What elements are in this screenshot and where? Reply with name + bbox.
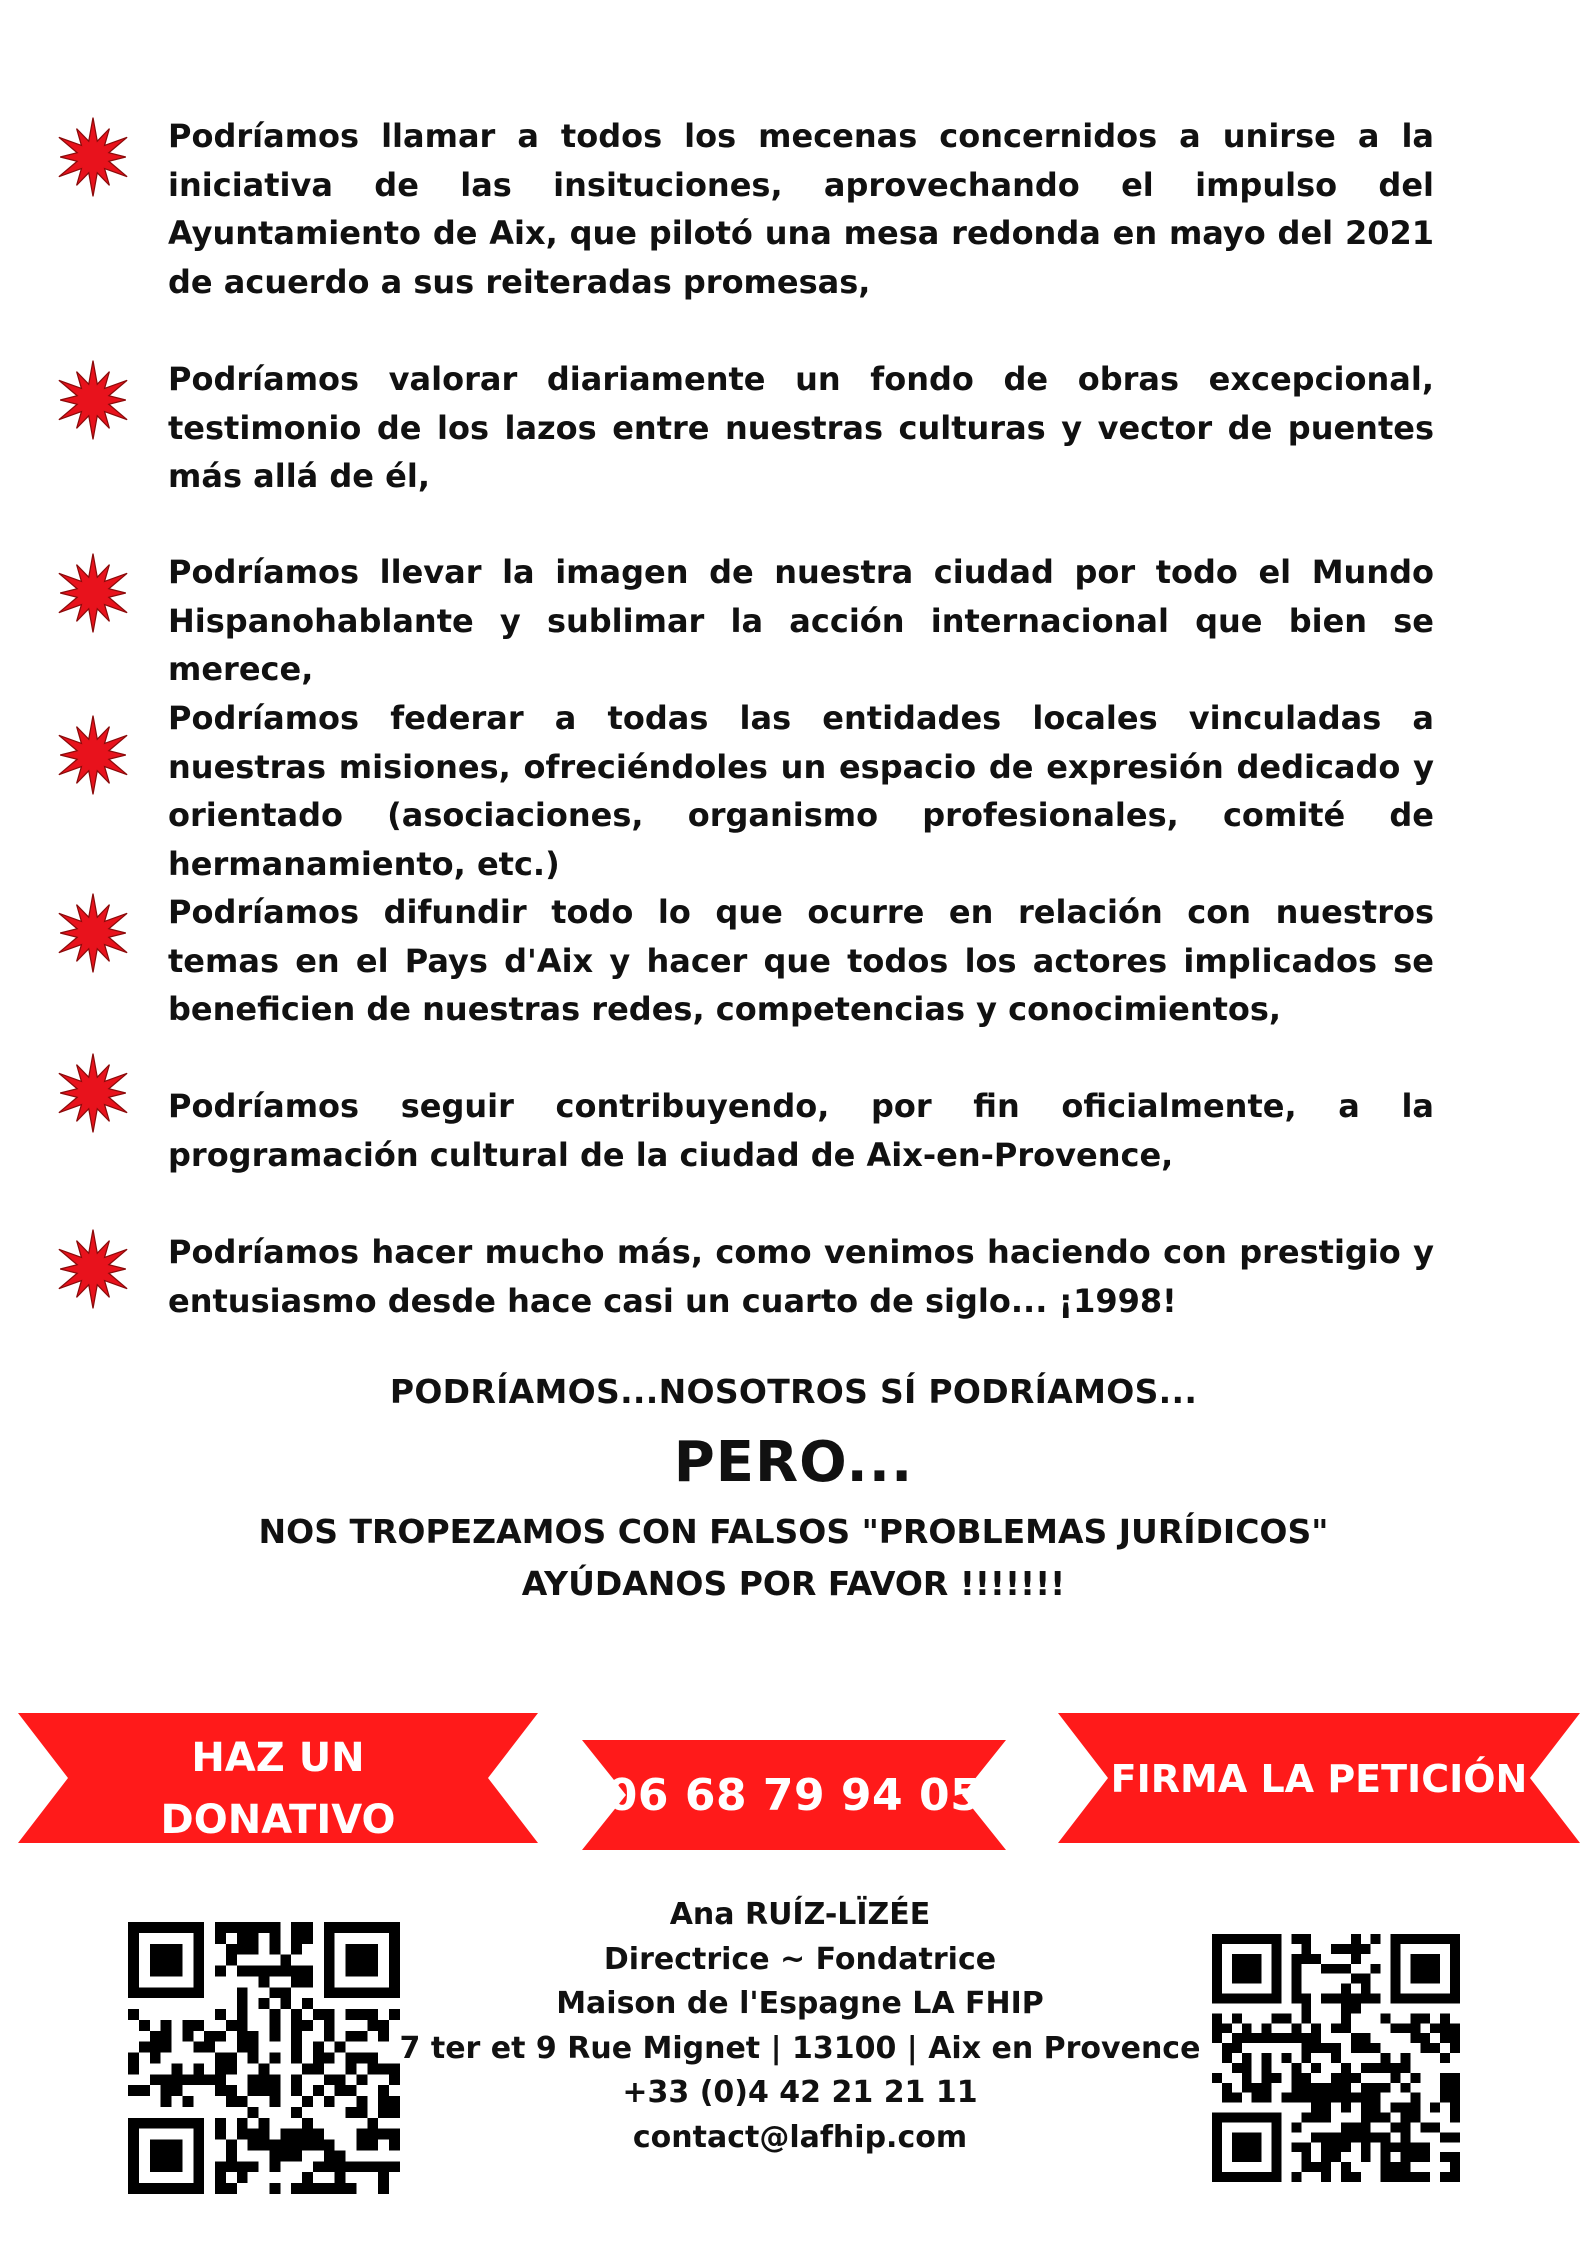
starburst-icon (52, 892, 134, 974)
bullet-text: Podríamos federar a todas las entidades locales vinculadas a nuestras misiones, ofreciéndoles un espacio de expresión dedicado y orientado (asociaciones, organismo profesionales, comité de hermanamiento, etc.) (168, 699, 1434, 883)
starburst-icon (52, 1228, 134, 1310)
petition-label: FIRMA LA PETICIÓN (1110, 1757, 1528, 1801)
contact-org: Maison de l'Espagne LA FHIP (556, 1986, 1044, 2021)
donate-button[interactable] (18, 1713, 538, 1843)
starburst-icon (52, 552, 134, 634)
bullet-text: Podríamos llamar a todos los mecenas concernidos a unirse a la iniciativa de las insituciones, aprovechando el impulso del Ayuntamiento de Aix, que pilotó una mesa redonda en mayo del 2021 de acuerdo a sus reiteradas promesas, (168, 117, 1434, 301)
contact-block (380, 1893, 1220, 2160)
qr-code-icon[interactable] (1212, 1934, 1460, 2182)
callout-line-3: NOS TROPEZAMOS CON FALSOS "PROBLEMAS JURÍDICOS" (258, 1512, 1329, 1551)
bullet-text: Podríamos seguir contribuyendo, por fin oficialmente, a la programación cultural de la ciudad de Aix-en-Provence, (168, 1087, 1434, 1174)
callout-pero: PERO... (673, 1430, 914, 1495)
callout-line-4: AYÚDANOS POR FAVOR !!!!!!! (521, 1564, 1066, 1603)
donate-label-line-2: DONATIVO (160, 1797, 396, 1843)
callout-line-1: PODRÍAMOS...NOSOTROS SÍ PODRÍAMOS... (389, 1372, 1198, 1411)
bullet-text: Podríamos valorar diariamente un fondo de obras excepcional, testimonio de los lazos entre nuestras culturas y vector de puentes más allá de él, (168, 360, 1434, 495)
contact-role: Directrice ~ Fondatrice (603, 1941, 997, 1977)
contact-email[interactable]: contact@lafhip.com (632, 2119, 968, 2155)
starburst-icon (52, 1052, 134, 1134)
petition-button[interactable] (1058, 1713, 1580, 1843)
contact-phone[interactable]: +33 (0)4 42 21 21 11 (622, 2075, 978, 2110)
contact-name: Ana RUÍZ-LÏZÉE (669, 1897, 931, 1932)
starburst-icon (52, 714, 134, 796)
bullet-text: Podríamos difundir todo lo que ocurre en relación con nuestros temas en el Pays d'Aix y hacer que todos los actores implicados se beneficien de nuestras redes, competencias y conocimientos, (168, 893, 1434, 1028)
contact-address: 7 ter et 9 Rue Mignet | 13100 | Aix en Provence (399, 2030, 1201, 2066)
starburst-icon (52, 359, 134, 441)
bullet-text: Podríamos hacer mucho más, como venimos haciendo con prestigio y entusiasmo desde hace casi un cuarto de siglo... ¡1998! (168, 1233, 1434, 1320)
phone-button[interactable] (582, 1740, 1006, 1850)
phone-label: 06 68 79 94 05 (606, 1770, 982, 1821)
starburst-icon (52, 116, 134, 198)
bullet-text: Podríamos llevar la imagen de nuestra ciudad por todo el Mundo Hispanohablante y sublimar la acción internacional que bien se merece, (168, 553, 1434, 688)
donate-label-line-1: HAZ UN (191, 1735, 365, 1781)
donate-label (18, 1727, 538, 1851)
qr-code-icon[interactable] (128, 1922, 400, 2194)
